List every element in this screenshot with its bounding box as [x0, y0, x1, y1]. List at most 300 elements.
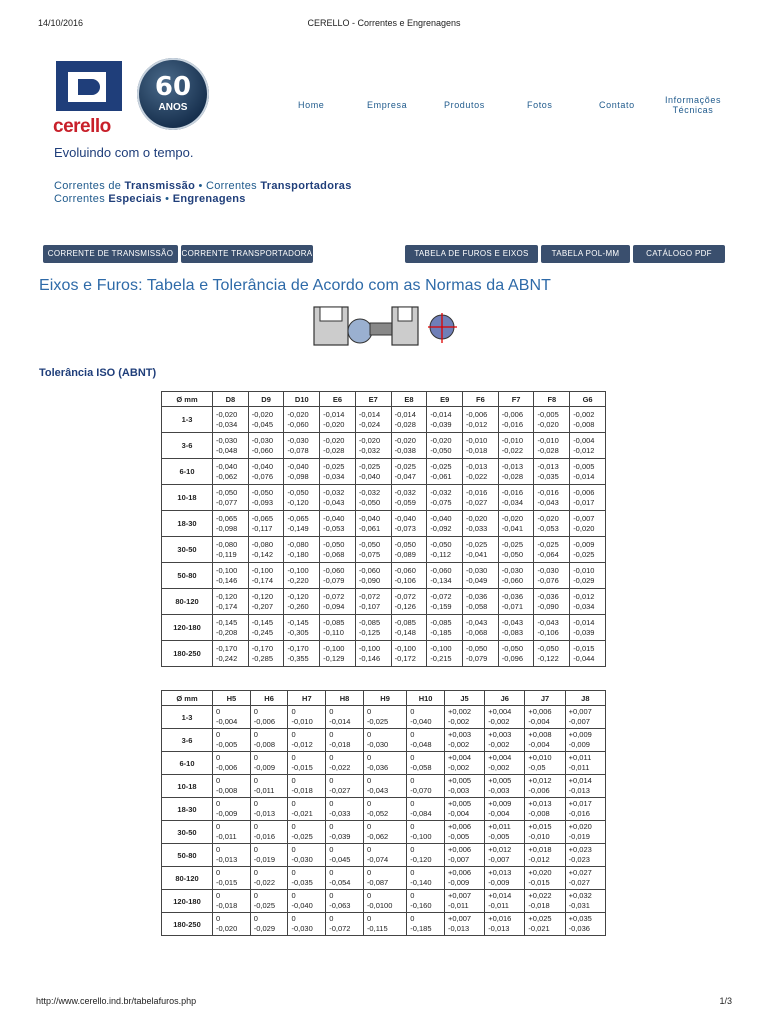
lower-deviation: -0,002 — [488, 717, 510, 726]
table-cell — [485, 867, 525, 890]
table-cell — [288, 729, 326, 752]
table-cell — [565, 913, 605, 936]
upper-deviation: -0,009 — [573, 539, 595, 549]
table-cell — [565, 729, 605, 752]
lower-deviation: -0,060 — [251, 445, 273, 455]
upper-deviation: 0 — [216, 891, 221, 900]
upper-deviation: 0 — [410, 799, 415, 808]
upper-deviation: -0,014 — [573, 617, 595, 627]
table-cell — [444, 729, 484, 752]
table-cell — [326, 752, 364, 775]
table-cell — [213, 775, 251, 798]
table-row — [162, 913, 606, 936]
table-cell — [485, 913, 525, 936]
lower-deviation: -0,220 — [287, 575, 309, 585]
button-tabela-furos-eixos[interactable]: TABELA DE FUROS E EIXOS — [405, 245, 538, 263]
upper-deviation: 0 — [291, 891, 296, 900]
lower-deviation: -0,018 — [528, 901, 550, 910]
table-row — [162, 641, 606, 667]
lower-deviation: -0,035 — [537, 471, 559, 481]
table-cell — [444, 913, 484, 936]
table-cell — [485, 706, 525, 729]
lower-deviation: -0,160 — [410, 901, 432, 910]
upper-deviation: 0 — [366, 891, 372, 900]
upper-deviation: -0,065 — [216, 513, 238, 523]
upper-deviation: 0 — [329, 753, 334, 762]
table-row — [162, 537, 606, 563]
print-date: 14/10/2016 — [38, 18, 84, 28]
lower-deviation: -0,148 — [394, 627, 416, 637]
upper-deviation: -0,020 — [216, 409, 238, 419]
table-cell — [525, 867, 565, 890]
lower-deviation: -0,125 — [358, 627, 381, 637]
upper-deviation: -0,016 — [537, 487, 559, 497]
nav-produtos[interactable]: Produtos — [444, 100, 485, 110]
lower-deviation: -0,013 — [568, 786, 590, 795]
lower-deviation: -0,002 — [447, 740, 470, 749]
lower-deviation: -0,070 — [410, 786, 432, 795]
lower-deviation: -0,049 — [466, 575, 488, 585]
lower-deviation: -0,018 — [216, 901, 238, 910]
table-cell — [444, 821, 484, 844]
table-cell — [213, 890, 251, 913]
table-cell — [525, 706, 565, 729]
table-cell — [213, 844, 251, 867]
table-cell — [248, 511, 284, 537]
upper-deviation: 0 — [216, 776, 221, 785]
lower-deviation: -0,044 — [573, 653, 595, 663]
lower-deviation: -0,142 — [251, 549, 273, 559]
tagline: Evoluindo com o tempo. — [54, 145, 194, 160]
upper-deviation: 0 — [291, 753, 296, 762]
lower-deviation: -0,040 — [358, 471, 381, 481]
link-engrenagens[interactable]: Engrenagens — [172, 193, 246, 205]
row-label: 80-120 — [162, 867, 213, 890]
upper-deviation: +0,023 — [568, 845, 592, 854]
table-cell — [320, 511, 356, 537]
table-cell — [525, 844, 565, 867]
lower-deviation: -0,208 — [216, 627, 238, 637]
lower-deviation: -0,076 — [537, 575, 559, 585]
upper-deviation: +0,014 — [568, 776, 592, 785]
upper-deviation: -0,060 — [358, 565, 381, 575]
upper-deviation: 0 — [253, 891, 258, 900]
lower-deviation: -0,040 — [291, 901, 313, 910]
table-row — [162, 485, 606, 511]
upper-deviation: 0 — [291, 730, 296, 739]
lower-deviation: -0,098 — [216, 523, 238, 533]
table-cell — [248, 537, 284, 563]
table-cell — [363, 798, 406, 821]
table-cell — [391, 615, 427, 641]
lower-deviation: -0,022 — [501, 445, 524, 455]
lower-deviation: -0,017 — [573, 497, 595, 507]
lower-deviation: -0,072 — [329, 924, 351, 933]
upper-deviation: -0,025 — [394, 461, 416, 471]
nav-home[interactable]: Home — [298, 100, 325, 110]
lower-deviation: -0,090 — [537, 601, 559, 611]
lower-deviation: -0,028 — [323, 445, 345, 455]
page-title: Eixos e Furos: Tabela e Tolerância de Acordo com as Normas da ABNT — [39, 277, 552, 294]
lower-deviation: -0,030 — [291, 855, 313, 864]
lower-deviation: -0,045 — [329, 855, 351, 864]
upper-deviation: 0 — [366, 707, 372, 716]
table-cell — [248, 407, 284, 433]
upper-deviation: -0,040 — [430, 513, 452, 523]
lower-deviation: -0,185 — [430, 627, 452, 637]
nav-informacoes-tecnicas[interactable]: Informações Técnicas — [664, 95, 722, 115]
lower-deviation: -0,033 — [466, 523, 488, 533]
lower-deviation: -0,215 — [430, 653, 452, 663]
upper-deviation: 0 — [410, 891, 415, 900]
upper-deviation: 0 — [410, 822, 415, 831]
link-especiais[interactable]: Especiais — [108, 193, 162, 205]
upper-deviation: +0,012 — [528, 776, 552, 785]
lower-deviation: -0,039 — [430, 419, 452, 429]
table-cell — [534, 537, 570, 563]
lower-deviation: -0,029 — [573, 575, 595, 585]
upper-deviation: -0,004 — [573, 435, 595, 445]
upper-deviation: -0,170 — [287, 643, 309, 653]
table-cell — [407, 752, 445, 775]
print-title: CERELLO - Correntes e Engrenagens — [307, 18, 461, 28]
lower-deviation: -0,043 — [323, 497, 345, 507]
lower-deviation: -0,016 — [501, 419, 524, 429]
row-label: 6-10 — [162, 752, 213, 775]
table-row — [162, 511, 606, 537]
lower-deviation: -0,020 — [573, 523, 595, 533]
table-cell — [284, 589, 320, 615]
upper-deviation: -0,032 — [394, 487, 416, 497]
table-cell — [391, 433, 427, 459]
upper-deviation: +0,014 — [488, 891, 512, 900]
table-cell — [391, 537, 427, 563]
upper-deviation: -0,040 — [287, 461, 309, 471]
table-cell — [498, 537, 534, 563]
lower-deviation: -0,012 — [528, 855, 550, 864]
table-row — [162, 798, 606, 821]
upper-deviation: 0 — [291, 799, 296, 808]
link-transmissao[interactable]: Transmissão — [124, 180, 196, 192]
upper-deviation: +0,006 — [447, 822, 472, 831]
lower-deviation: -0,002 — [488, 740, 510, 749]
table-cell — [213, 615, 249, 641]
upper-deviation: -0,002 — [573, 409, 595, 419]
upper-deviation: -0,050 — [537, 643, 559, 653]
upper-deviation: +0,012 — [488, 845, 512, 854]
lower-deviation: -0,004 — [488, 809, 510, 818]
table-cell — [363, 867, 406, 890]
table-row — [162, 615, 606, 641]
upper-deviation: +0,008 — [528, 730, 552, 739]
table-cell — [213, 511, 249, 537]
table-cell — [444, 798, 484, 821]
upper-deviation: -0,043 — [466, 617, 488, 627]
lower-deviation: -0,078 — [287, 445, 309, 455]
upper-deviation: +0,022 — [528, 891, 552, 900]
table-cell — [320, 641, 356, 667]
table-cell — [407, 798, 445, 821]
lower-deviation: -0,185 — [410, 924, 432, 933]
table-cell — [534, 433, 570, 459]
table-cell — [213, 706, 251, 729]
lower-deviation: -0,076 — [251, 471, 273, 481]
lower-deviation: -0,048 — [216, 445, 238, 455]
upper-deviation: 0 — [410, 845, 415, 854]
table-cell — [427, 615, 463, 641]
lower-deviation: -0,013 — [216, 855, 238, 864]
lower-deviation: -0,013 — [488, 924, 510, 933]
table-cell — [320, 459, 356, 485]
upper-deviation: +0,007 — [568, 707, 592, 716]
lower-deviation: -0,025 — [573, 549, 595, 559]
table-cell — [250, 821, 288, 844]
lower-deviation: -0,005 — [488, 832, 510, 841]
upper-deviation: 0 — [366, 799, 372, 808]
table-cell — [498, 485, 534, 511]
lower-deviation: -0,285 — [251, 653, 273, 663]
lower-deviation: -0,084 — [410, 809, 432, 818]
upper-deviation: -0,025 — [466, 539, 488, 549]
section-subtitle: Tolerância ISO (ABNT) — [39, 367, 157, 379]
lower-deviation: -0,020 — [216, 924, 238, 933]
table-cell — [534, 459, 570, 485]
button-corrente-transmissao[interactable]: CORRENTE DE TRANSMISSÃO — [43, 245, 178, 263]
upper-deviation: -0,050 — [287, 487, 309, 497]
upper-deviation: -0,040 — [358, 513, 381, 523]
table-row — [162, 459, 606, 485]
upper-deviation: -0,080 — [216, 539, 238, 549]
column-header-j7: J7 — [525, 691, 565, 706]
lower-deviation: -0,040 — [410, 717, 432, 726]
lower-deviation: -0,068 — [466, 627, 488, 637]
upper-deviation: +0,009 — [568, 730, 592, 739]
upper-deviation: 0 — [329, 868, 334, 877]
table-cell — [250, 798, 288, 821]
lower-deviation: -0,129 — [323, 653, 345, 663]
upper-deviation: -0,040 — [394, 513, 416, 523]
upper-deviation: +0,006 — [447, 868, 472, 877]
table-cell — [363, 775, 406, 798]
lower-deviation: -0,126 — [394, 601, 416, 611]
lower-deviation: -0,048 — [410, 740, 432, 749]
lower-deviation: -0,022 — [329, 763, 351, 772]
lower-deviation: -0,120 — [410, 855, 432, 864]
lower-deviation: -0,022 — [253, 878, 276, 887]
lower-deviation: -0,028 — [501, 471, 524, 481]
table-cell — [498, 407, 534, 433]
table-cell — [534, 485, 570, 511]
lower-deviation: -0,028 — [537, 445, 559, 455]
lower-deviation: -0,003 — [488, 786, 510, 795]
table-cell — [320, 563, 356, 589]
table-cell — [463, 459, 499, 485]
table-cell — [534, 407, 570, 433]
row-label: 80-120 — [162, 589, 213, 615]
table-cell — [427, 563, 463, 589]
lower-deviation: -0,008 — [216, 786, 238, 795]
upper-deviation: -0,020 — [430, 435, 452, 445]
table-cell — [463, 589, 499, 615]
lower-deviation: -0,030 — [291, 924, 313, 933]
lower-deviation: -0,034 — [573, 601, 595, 611]
nav-empresa[interactable]: Empresa — [367, 100, 408, 110]
button-catalogo-pdf[interactable]: CATÁLOGO PDF — [633, 245, 725, 263]
upper-deviation: -0,050 — [394, 539, 416, 549]
lower-deviation: -0,079 — [323, 575, 345, 585]
upper-deviation: +0,016 — [488, 914, 512, 923]
upper-deviation: 0 — [410, 868, 415, 877]
lower-deviation: -0,071 — [501, 601, 524, 611]
upper-deviation: 0 — [291, 822, 296, 831]
table-cell — [525, 798, 565, 821]
lower-deviation: -0,035 — [291, 878, 313, 887]
table-cell — [213, 641, 249, 667]
column-header-diameter: Ø mm — [162, 691, 213, 706]
upper-deviation: +0,032 — [568, 891, 592, 900]
table-cell — [525, 821, 565, 844]
button-tabela-pol-mm[interactable]: TABELA POL-MM — [541, 245, 630, 263]
table-cell — [525, 729, 565, 752]
link-transportadoras[interactable]: Transportadoras — [260, 180, 352, 192]
table-cell — [498, 563, 534, 589]
upper-deviation: -0,050 — [501, 643, 524, 653]
lower-deviation: -0,090 — [358, 575, 381, 585]
upper-deviation: -0,060 — [430, 565, 452, 575]
lower-deviation: -0,045 — [251, 419, 273, 429]
table-cell — [565, 844, 605, 867]
table-cell — [363, 752, 406, 775]
lower-deviation: -0,050 — [430, 445, 452, 455]
upper-deviation: -0,050 — [216, 487, 238, 497]
lower-deviation: -0,089 — [394, 549, 416, 559]
table-cell — [391, 459, 427, 485]
upper-deviation: -0,010 — [466, 435, 488, 445]
lower-deviation: -0,018 — [291, 786, 313, 795]
upper-deviation: +0,017 — [568, 799, 592, 808]
lower-deviation: -0,077 — [216, 497, 238, 507]
table-cell — [320, 433, 356, 459]
upper-deviation: 0 — [410, 776, 415, 785]
lower-deviation: -0,005 — [216, 740, 238, 749]
table-cell — [288, 890, 326, 913]
lower-deviation: -0,025 — [291, 832, 313, 841]
lower-deviation: -0,054 — [329, 878, 351, 887]
lower-deviation: -0,112 — [430, 549, 452, 559]
column-header-h5: H5 — [213, 691, 251, 706]
table-cell — [570, 537, 606, 563]
table-cell — [288, 844, 326, 867]
lower-deviation: -0,002 — [447, 717, 470, 726]
upper-deviation: -0,043 — [537, 617, 559, 627]
lower-deviation: -0,023 — [568, 855, 590, 864]
button-corrente-transportadora[interactable]: CORRENTE TRANSPORTADORA — [181, 245, 313, 263]
upper-deviation: -0,060 — [323, 565, 345, 575]
lower-deviation: -0,009 — [447, 878, 470, 887]
table-cell — [326, 821, 364, 844]
table-cell — [391, 511, 427, 537]
table-cell — [391, 563, 427, 589]
nav-fotos[interactable]: Fotos — [527, 100, 553, 110]
table-cell — [363, 890, 406, 913]
lower-deviation: -0,027 — [329, 786, 351, 795]
table-cell — [407, 706, 445, 729]
lower-deviation: -0,011 — [216, 832, 237, 841]
lower-deviation: -0,100 — [410, 832, 432, 841]
upper-deviation: -0,170 — [251, 643, 273, 653]
table-cell — [565, 867, 605, 890]
upper-deviation: +0,010 — [528, 753, 552, 762]
table-cell — [355, 459, 391, 485]
upper-deviation: -0,030 — [216, 435, 238, 445]
lower-deviation: -0,027 — [466, 497, 488, 507]
brand-name[interactable]: cerello — [53, 116, 111, 137]
tolerance-table-d-g — [161, 391, 606, 667]
column-header-j8: J8 — [565, 691, 605, 706]
nav-contato[interactable]: Contato — [599, 100, 635, 110]
column-header-e9: E9 — [427, 392, 463, 407]
upper-deviation: 0 — [410, 730, 415, 739]
upper-deviation: -0,025 — [501, 539, 524, 549]
table-cell — [485, 844, 525, 867]
upper-deviation: +0,003 — [447, 730, 472, 739]
lower-deviation: -0,047 — [394, 471, 416, 481]
upper-deviation: 0 — [329, 914, 334, 923]
table-cell — [355, 511, 391, 537]
lower-deviation: -0,117 — [251, 523, 273, 533]
print-header — [0, 0, 768, 30]
upper-deviation: +0,002 — [447, 707, 472, 716]
table-cell — [363, 913, 406, 936]
upper-deviation: 0 — [253, 914, 258, 923]
table-cell — [565, 706, 605, 729]
lower-deviation: -0,110 — [323, 627, 344, 637]
row-label: 1-3 — [162, 706, 213, 729]
table-cell — [248, 433, 284, 459]
lower-deviation: -0,025 — [253, 901, 276, 910]
lower-deviation: -0,260 — [287, 601, 309, 611]
lower-deviation: -0,015 — [216, 878, 238, 887]
upper-deviation: -0,065 — [251, 513, 273, 523]
lower-deviation: -0,004 — [216, 717, 238, 726]
table-cell — [326, 706, 364, 729]
table-row — [162, 752, 606, 775]
row-label: 18-30 — [162, 511, 213, 537]
upper-deviation: 0 — [329, 822, 334, 831]
lower-deviation: -0,242 — [216, 653, 238, 663]
upper-deviation: 0 — [329, 845, 334, 854]
upper-deviation: 0 — [291, 776, 296, 785]
lower-deviation: -0,009 — [216, 809, 238, 818]
lower-deviation: -0,024 — [358, 419, 381, 429]
table-cell — [213, 537, 249, 563]
table-cell — [463, 615, 499, 641]
table-cell — [288, 706, 326, 729]
table-cell — [213, 798, 251, 821]
upper-deviation: +0,004 — [447, 753, 472, 762]
table-cell — [320, 615, 356, 641]
lower-deviation: -0,006 — [253, 717, 276, 726]
table-cell — [326, 913, 364, 936]
table-cell — [284, 615, 320, 641]
lower-deviation: -0,030 — [366, 740, 389, 749]
upper-deviation: -0,006 — [466, 409, 488, 419]
lower-deviation: -0,036 — [366, 763, 389, 772]
lower-deviation: -0,075 — [430, 497, 452, 507]
lower-deviation: -0,122 — [537, 653, 559, 663]
upper-deviation: 0 — [291, 845, 296, 854]
upper-deviation: -0,120 — [287, 591, 309, 601]
